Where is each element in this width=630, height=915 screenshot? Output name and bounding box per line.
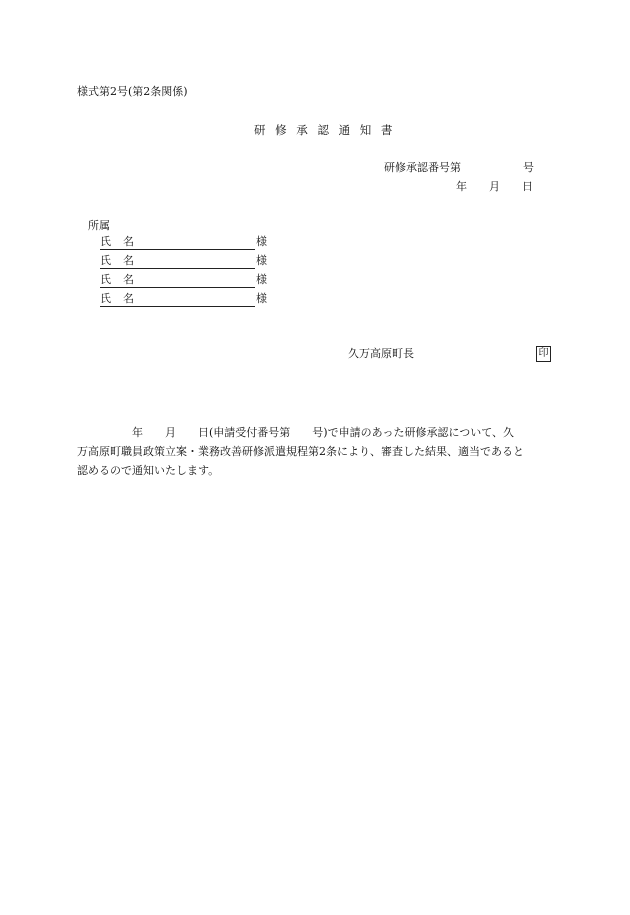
date-month: 月	[489, 180, 500, 193]
date-day: 日	[522, 180, 533, 193]
name-char-2: 名	[123, 273, 134, 286]
approval-number-suffix: 号	[523, 161, 534, 174]
honorific: 様	[256, 292, 267, 305]
honorific: 様	[256, 254, 267, 267]
seal-box: 印	[536, 346, 551, 362]
form-label: 様式第2号(第2条関係)	[77, 85, 188, 98]
name-char-1: 氏	[100, 254, 111, 267]
name-underline	[100, 287, 255, 288]
approval-number	[384, 161, 534, 175]
name-row	[100, 254, 267, 269]
name-label	[100, 235, 134, 249]
name-row	[100, 235, 267, 250]
name-label	[100, 292, 134, 306]
name-row	[100, 292, 267, 307]
name-char-2: 名	[123, 235, 134, 248]
name-char-2: 名	[123, 292, 134, 305]
date-year: 年	[456, 180, 467, 193]
affiliation-label: 所属	[88, 219, 110, 232]
issuer-name: 久万高原町長	[348, 347, 414, 360]
name-label	[100, 254, 134, 268]
body-text	[77, 423, 549, 480]
body-line: 年 月 日(申請受付番号第 号)で申請のあった研修承認について、久	[77, 426, 515, 439]
name-underline	[100, 268, 255, 269]
honorific: 様	[256, 235, 267, 248]
name-label	[100, 273, 134, 287]
body-line: 万高原町職員政策立案・業務改善研修派遣規程第2条により、審査した結果、適当であると	[77, 445, 524, 458]
document-title: 研 修 承 認 通 知 書	[254, 123, 396, 137]
date-line	[456, 180, 533, 194]
name-char-1: 氏	[100, 273, 111, 286]
honorific: 様	[256, 273, 267, 286]
name-char-1: 氏	[100, 292, 111, 305]
body-line: 認めるので通知いたします。	[77, 464, 220, 477]
name-underline	[100, 306, 255, 307]
name-row	[100, 273, 267, 288]
name-char-1: 氏	[100, 235, 111, 248]
approval-number-prefix: 研修承認番号第	[384, 161, 461, 174]
name-underline	[100, 249, 255, 250]
name-char-2: 名	[123, 254, 134, 267]
